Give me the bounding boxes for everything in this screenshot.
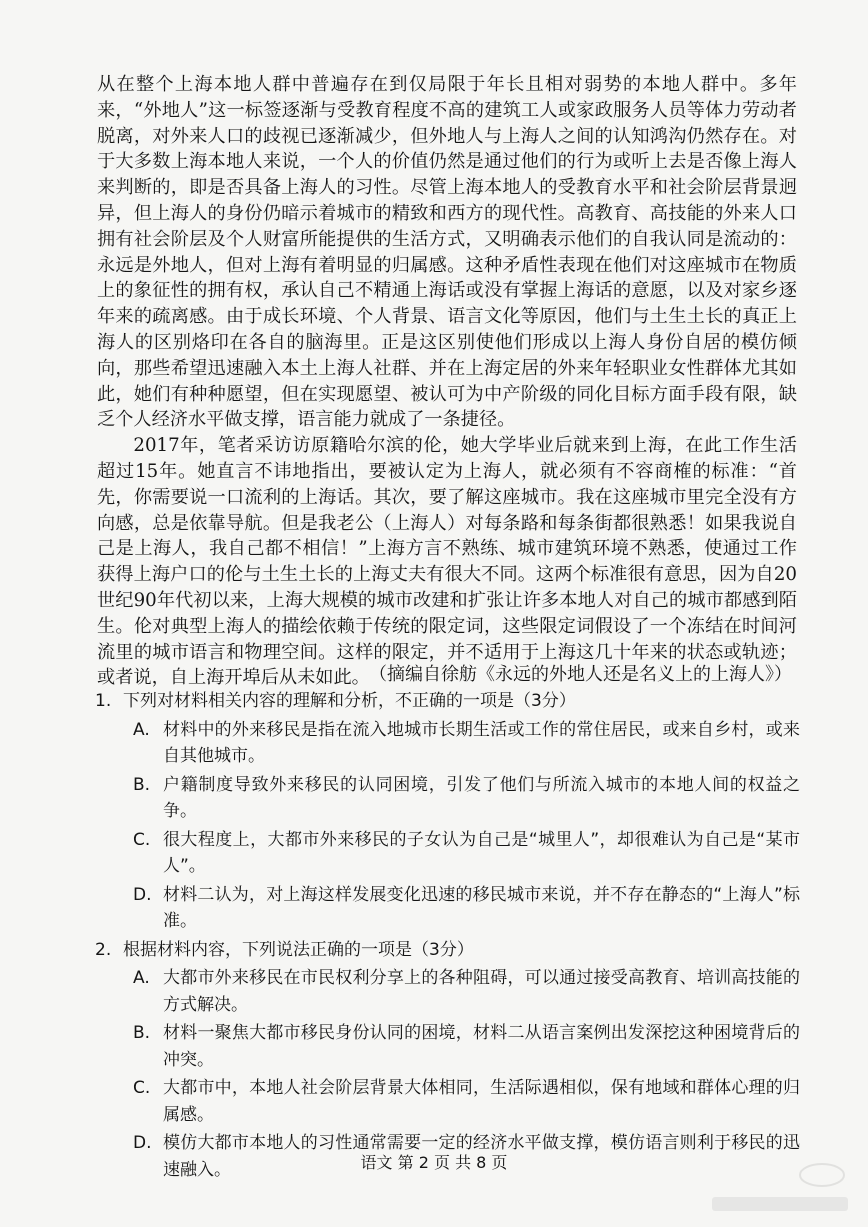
option-text: 大都市外来移民在市民权利分享上的各种阻碍，可以通过接受高教育、培训高技能的方式解决。 xyxy=(163,968,800,1015)
option-text: 大都市中，本地人社会阶层背景大体相同，生活际遇相似，保有地域和群体心理的归属感。 xyxy=(163,1078,800,1125)
page-footer: 语文 第 2 页 共 8 页 xyxy=(360,1153,508,1172)
option-label: B. xyxy=(133,1023,151,1043)
question-number: 2. xyxy=(95,939,112,960)
question-number: 1. xyxy=(95,691,112,711)
option-text: 户籍制度导致外来移民的认同困境，引发了他们与所流入城市的本地人间的权益之争。 xyxy=(163,774,800,821)
option-c[interactable] xyxy=(95,1075,800,1128)
option-text: 材料一聚焦大都市移民身份认同的困境，材料二从语言案例出发深挖这种困境背后的冲突。 xyxy=(163,1023,800,1070)
material-paragraph-2: 2017年，笔者采访访原籍哈尔滨的伦，她大学毕业后就来到上海，在此工作生活超过15年。她直言不讳地指出，要被认定为上海人，就必须有不容商榷的标准：“首先，你需要说一口流利的上海话。其次，要了解这座城市。我在这座城市里完全没有方向感，总是依靠导航。但是我老公（上海人）对每条路和每条街都很熟悉！如果我说自己是上海人，我自己都不相信！”上海方言不熟练、城市建筑环境不熟悉，使通过工作获得上海户口的伦与土生土长的上海丈夫有很大不同。这两个标准很有意思，因为自20世纪90年代初以来，上海大规模的城市改建和扩张让许多本地人对自己的城市都感到陌生。伦对典型上海人的描绘依赖于传统的限定词，这些限定词假设了一个冻结在时间河流里的城市语言和物理空间。这样的限定，并不适用于上海这几十年来的状态或轨迹；或者说，自上海开埠后从未如此。 xyxy=(97,435,797,689)
option-label: B. xyxy=(133,774,151,795)
option-text: 模仿大都市本地人的习性通常需要一定的经济水平做支撑，模仿语言则利于移民的迅速融入。 xyxy=(163,1133,800,1180)
option-a[interactable] xyxy=(95,965,800,1018)
question-stem xyxy=(95,937,800,964)
option-a[interactable] xyxy=(95,717,800,770)
question-2 xyxy=(95,937,800,1184)
option-text: 材料中的外来移民是指在流入地城市长期生活或工作的常住居民，或来自乡村，或来自其他城市。 xyxy=(163,719,800,766)
option-b[interactable] xyxy=(95,1020,800,1073)
option-label: C. xyxy=(133,1078,151,1098)
question-1 xyxy=(95,688,800,935)
option-d[interactable] xyxy=(95,882,800,935)
question-text: 根据材料内容，下列说法正确的一项是（3分） xyxy=(123,939,474,960)
source-citation: （摘编自徐舫《永远的外地人还是名义上的上海人》） xyxy=(369,664,792,685)
option-text: 很大程度上，大都市外来移民的子女认为自己是“城里人”，却很难认为自己是“某市人”。 xyxy=(163,829,800,876)
question-text: 下列对材料相关内容的理解和分析，不正确的一项是（3分） xyxy=(123,691,576,711)
option-b[interactable] xyxy=(95,772,800,825)
option-label: D. xyxy=(133,884,152,905)
watermark-icon xyxy=(704,1159,854,1219)
option-label: A. xyxy=(133,968,150,988)
option-label: C. xyxy=(133,829,151,850)
question-list xyxy=(95,688,800,1185)
reading-material xyxy=(97,72,797,691)
material-paragraph-1: 从在整个上海本地人群中普遍存在到仅局限于年长且相对弱势的本地人群中。多年来，“外地人”这一标签逐渐与受教育程度不高的建筑工人或家政服务人员等体力劳动者脱离，对外来人口的歧视已逐渐减少，但外地人与上海人之间的认知鸿沟仍然存在。对于大多数上海本地人来说，一个人的价值仍然是通过他们的行为或听上去是否像上海人来判断的，即是否具备上海人的习性。尽管上海本地人的受教育水平和社会阶层背景迥异，但上海人的身份仍暗示着城市的精致和西方的现代性。高教育、高技能的外来人口拥有社会阶层及个人财富所能提供的生活方式，又明确表示他们的自我认同是流动的：永远是外地人，但对上海有着明显的归属感。这种矛盾性表现在他们对这座城市在物质上的象征性的拥有权，承认自己不精通上海话或没有掌握上海话的意愿，以及对家乡逐年来的疏离感。由于成长环境、个人背景、语言文化等原因，他们与土生土长的真正上海人的区别烙印在各自的脑海里。正是这区别使他们形成以上海人身份自居的模仿倾向，那些希望迅速融入本土上海人社群、并在上海定居的外来年轻职业女性群体尤其如此，她们有种种愿望，但在实现愿望、被认可为中产阶级的同化目标方面手段有限，缺乏个人经济水平做支撑，语言能力就成了一条捷径。 xyxy=(97,74,797,431)
option-text: 材料二认为，对上海这样发展变化迅速的移民城市来说，并不存在静态的“上海人”标准。 xyxy=(163,884,800,931)
question-stem xyxy=(95,688,800,715)
option-label: A. xyxy=(133,719,150,740)
option-label: D. xyxy=(133,1133,152,1153)
option-c[interactable] xyxy=(95,827,800,880)
